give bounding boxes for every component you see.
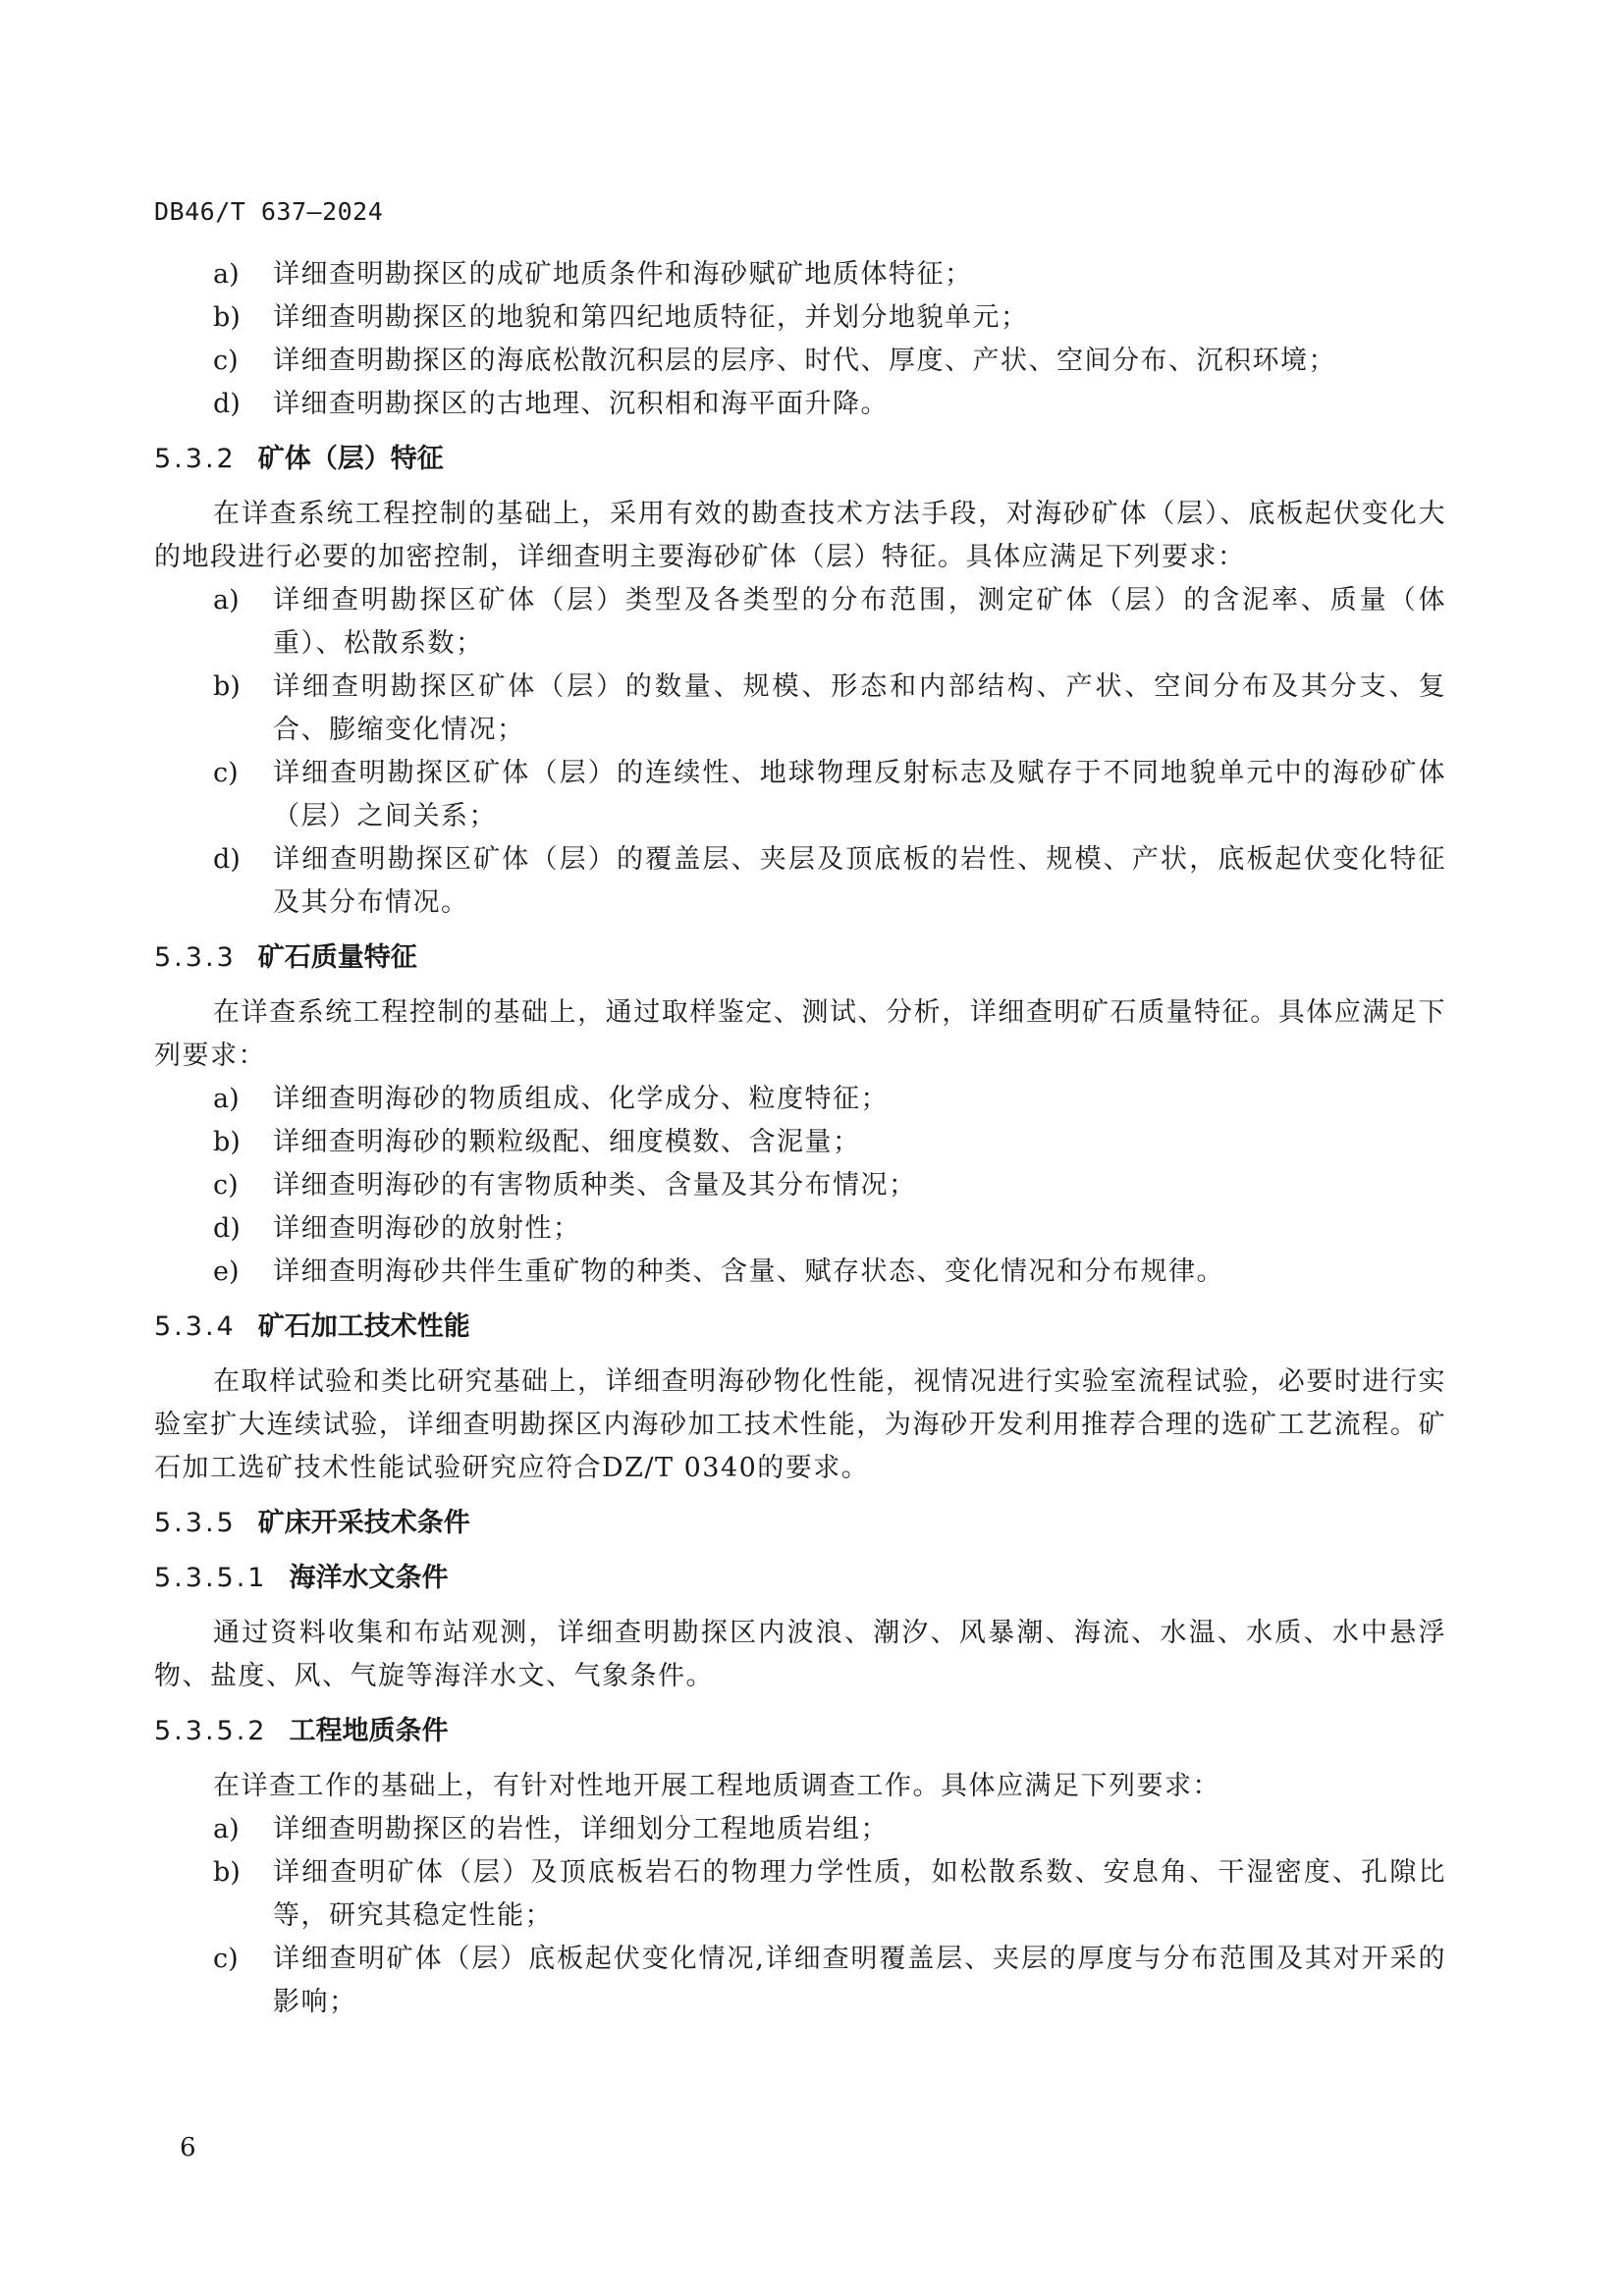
section-paragraph: 在取样试验和类比研究基础上，详细查明海砂物化性能，视情况进行实验室流程试验，必要时进行实验室扩大连续试验，详细查明勘探区内海砂加工技术性能，为海砂开发利用推荐合理的选矿工艺流程。矿石加工选矿技术性能试验研究应符合DZ/T 0340的要求。 [154, 1366, 1446, 1483]
list-item [154, 340, 1446, 383]
list-item [154, 666, 1446, 752]
item-label: b) [213, 671, 241, 702]
item-label: a) [213, 1814, 240, 1844]
list-item [154, 383, 1446, 426]
item-label: b) [213, 1857, 241, 1888]
section-number: 5.3.5 [154, 1508, 237, 1538]
item-text: 详细查明海砂共伴生重矿物的种类、含量、赋存状态、变化情况和分布规律。 [273, 1256, 1224, 1287]
item-label: d) [213, 844, 241, 875]
section-list [154, 1808, 1446, 2024]
list-item [154, 1207, 1446, 1251]
item-text: 详细查明勘探区的海底松散沉积层的层序、时代、厚度、产状、空间分布、沉积环境； [273, 346, 1336, 376]
section-heading-5-3-5 [154, 1502, 1446, 1545]
section-paragraph: 在详查系统工程控制的基础上，采用有效的勘查技术方法手段，对海砂矿体（层）、底板起伏变化大的地段进行必要的加密控制，详细查明主要海砂矿体（层）特征。具体应满足下列要求： [154, 499, 1446, 572]
list-item [154, 1078, 1446, 1121]
list-item [154, 296, 1446, 340]
section-heading-5-3-4 [154, 1306, 1446, 1349]
list-item [154, 253, 1446, 296]
item-label: c) [213, 758, 239, 788]
item-text: 详细查明勘探区的古地理、沉积相和海平面升降。 [273, 389, 889, 419]
page-content [154, 253, 1446, 2024]
item-label: e) [213, 1256, 240, 1287]
item-text: 详细查明矿体（层）底板起伏变化情况,详细查明覆盖层、夹层的厚度与分布范围及其对开采的影响； [273, 1944, 1446, 2017]
item-text: 详细查明海砂的有害物质种类、含量及其分布情况； [273, 1170, 917, 1201]
section-title: 矿体（层）特征 [257, 444, 444, 474]
item-label: c) [213, 1170, 239, 1201]
item-label: c) [213, 346, 239, 376]
intro-list [154, 253, 1446, 426]
list-item [154, 1808, 1446, 1851]
section-title: 矿石加工技术性能 [257, 1311, 470, 1342]
section-heading-5-3-2 [154, 438, 1446, 481]
item-label: b) [213, 1127, 241, 1157]
item-text: 详细查明勘探区的地貌和第四纪地质特征，并划分地貌单元； [273, 302, 1029, 333]
document-code: DB46/T 637—2024 [154, 197, 384, 226]
item-text: 详细查明勘探区矿体（层）的连续性、地球物理反射标志及赋存于不同地貌单元中的海砂矿体（层）之间关系； [273, 758, 1446, 831]
item-label: d) [213, 1213, 241, 1244]
item-text: 详细查明矿体（层）及顶底板岩石的物理力学性质，如松散系数、安息角、干湿密度、孔隙比等，研究其稳定性能； [273, 1857, 1446, 1931]
page-number: 6 [180, 2133, 196, 2163]
item-label: b) [213, 302, 241, 333]
list-item [154, 1121, 1446, 1164]
item-label: a) [213, 585, 240, 615]
item-label: d) [213, 389, 241, 419]
section-paragraph: 在详查系统工程控制的基础上，通过取样鉴定、测试、分析，详细查明矿石质量特征。具体应满足下列要求： [154, 997, 1446, 1071]
item-text: 详细查明勘探区的成矿地质条件和海砂赋矿地质体特征； [273, 259, 973, 290]
section-paragraph: 在详查工作的基础上，有针对性地开展工程地质调查工作。具体应满足下列要求： [213, 1771, 1220, 1801]
section-number: 5.3.3 [154, 942, 237, 973]
section-number: 5.3.5.2 [154, 1716, 268, 1746]
list-item [154, 1851, 1446, 1938]
section-heading-5-3-3 [154, 936, 1446, 980]
item-text: 详细查明海砂的颗粒级配、细度模数、含泥量； [273, 1127, 861, 1157]
section-title: 工程地质条件 [289, 1716, 449, 1746]
list-item [154, 838, 1446, 925]
item-label: a) [213, 1084, 240, 1114]
item-label: c) [213, 1944, 239, 1974]
list-item [154, 579, 1446, 666]
section-list [154, 579, 1446, 925]
item-text: 详细查明勘探区矿体（层）的覆盖层、夹层及顶底板的岩性、规模、产状，底板起伏变化特征及其分布情况。 [273, 844, 1446, 918]
item-text: 详细查明海砂的物质组成、化学成分、粒度特征； [273, 1084, 889, 1114]
list-item [154, 1251, 1446, 1294]
section-list [154, 1078, 1446, 1294]
section-title: 矿石质量特征 [257, 942, 417, 973]
section-number: 5.3.2 [154, 444, 237, 474]
item-text: 详细查明海砂的放射性； [273, 1213, 581, 1244]
section-number: 5.3.4 [154, 1311, 237, 1342]
section-heading-5-3-5-2 [154, 1710, 1446, 1753]
item-text: 详细查明勘探区矿体（层）类型及各类型的分布范围，测定矿体（层）的含泥率、质量（体重）、松散系数； [273, 585, 1446, 659]
list-item [154, 752, 1446, 838]
list-item [154, 1164, 1446, 1207]
section-paragraph: 通过资料收集和布站观测，详细查明勘探区内波浪、潮汐、风暴潮、海流、水温、水质、水中悬浮物、盐度、风、气旋等海洋水文、气象条件。 [154, 1618, 1446, 1691]
item-text: 详细查明勘探区矿体（层）的数量、规模、形态和内部结构、产状、空间分布及其分支、复合、膨缩变化情况； [273, 671, 1446, 745]
item-text: 详细查明勘探区的岩性，详细划分工程地质岩组； [273, 1814, 889, 1844]
section-number: 5.3.5.1 [154, 1563, 268, 1593]
item-label: a) [213, 259, 240, 290]
section-title: 矿床开采技术条件 [257, 1508, 470, 1538]
section-title: 海洋水文条件 [289, 1563, 449, 1593]
section-heading-5-3-5-1 [154, 1557, 1446, 1600]
list-item [154, 1938, 1446, 2024]
